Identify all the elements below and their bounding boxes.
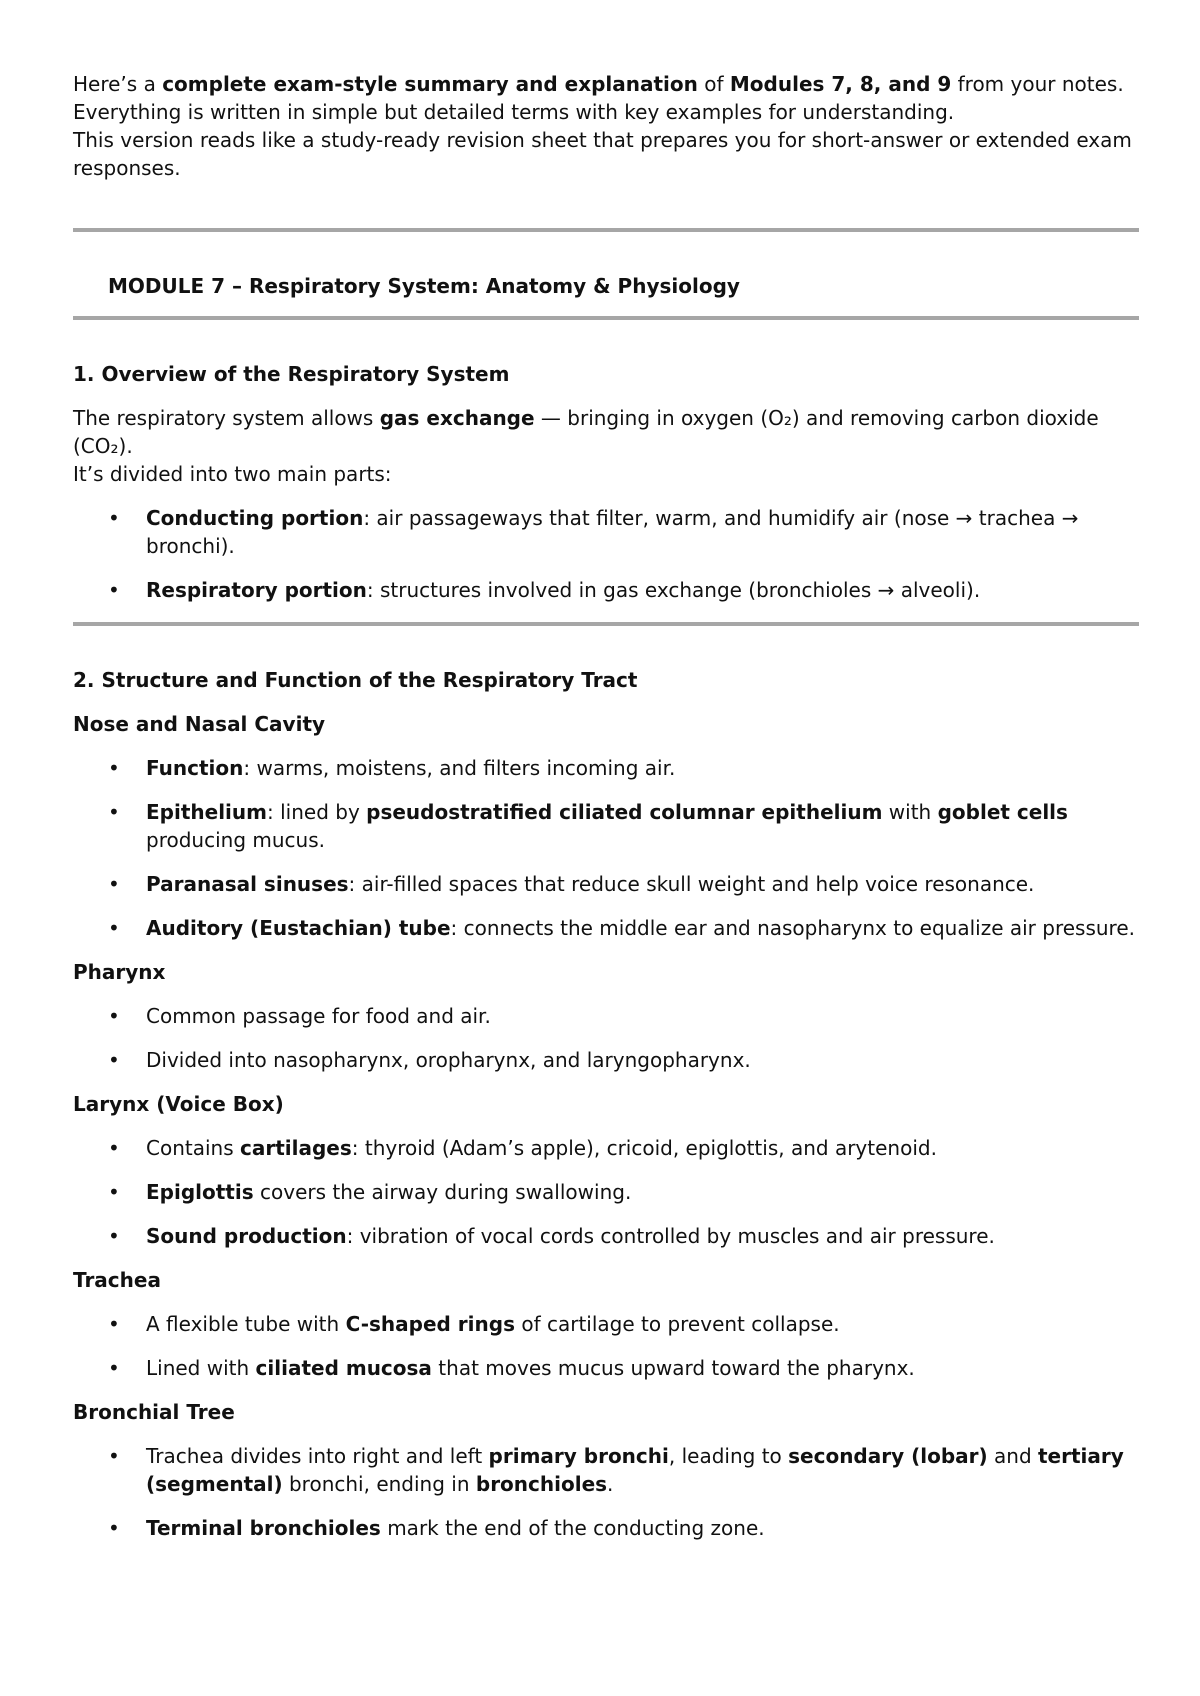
paragraph	[73, 404, 1139, 460]
bold-text: gas exchange	[379, 406, 535, 430]
text: : thyroid (Adam’s apple), cricoid, epiglottis, and arytenoid.	[351, 1136, 937, 1160]
text: covers the airway during swallowing.	[253, 1180, 632, 1204]
bullet-icon: •	[108, 1356, 120, 1380]
text: : structures involved in gas exchange (bronchioles → alveoli).	[366, 578, 981, 602]
text: that moves mucus upward toward the pharynx.	[431, 1356, 915, 1380]
bullet-icon: •	[108, 578, 120, 602]
text: : air passageways that filter, warm, and humidify air (nose → trachea → bronchi).	[146, 506, 1079, 558]
bullet-icon: •	[108, 1312, 120, 1336]
bullet-icon: •	[108, 756, 120, 780]
section-overview	[73, 360, 1139, 604]
subsection-heading: Trachea	[73, 1268, 161, 1292]
subsection-heading: Nose and Nasal Cavity	[73, 712, 326, 736]
bullet-icon: •	[108, 506, 120, 530]
bold-text: secondary (lobar)	[788, 1444, 988, 1468]
bullet-icon: •	[108, 872, 120, 896]
bullet-list	[73, 1442, 1139, 1542]
bullet-icon: •	[108, 1048, 120, 1072]
text: Common passage for food and air.	[146, 1004, 491, 1028]
text: with	[882, 800, 938, 824]
text: mark the end of the conducting zone.	[380, 1516, 765, 1540]
list-item	[73, 798, 1139, 854]
bullet-icon: •	[108, 1224, 120, 1248]
bold-text: pseudostratified ciliated columnar epithelium	[366, 800, 883, 824]
list-item	[73, 754, 1139, 782]
subsection-heading: Bronchial Tree	[73, 1400, 235, 1424]
list-item	[73, 914, 1139, 942]
list-item	[73, 1514, 1139, 1542]
list-item	[73, 1134, 1139, 1162]
bullet-icon: •	[108, 1180, 120, 1204]
intro-line: This version reads like a study-ready revision sheet that prepares you for short-answer or extended exam responses.	[73, 128, 1132, 180]
text: : lined by	[267, 800, 367, 824]
bold-text: bronchioles	[475, 1472, 608, 1496]
list-item	[73, 1354, 1139, 1382]
subsection-heading: Pharynx	[73, 960, 166, 984]
bullet-icon: •	[108, 1444, 120, 1468]
list-item	[73, 1046, 1139, 1074]
subsection-heading: Larynx (Voice Box)	[73, 1092, 284, 1116]
list-item	[73, 1310, 1139, 1338]
text: The respiratory system allows	[73, 406, 380, 430]
text: Here’s a	[73, 72, 163, 96]
bold-text: Function	[146, 756, 244, 780]
text: Contains	[146, 1136, 240, 1160]
bullet-icon: •	[108, 916, 120, 940]
bullet-icon: •	[108, 1516, 120, 1540]
section-heading: 1. Overview of the Respiratory System	[73, 362, 510, 386]
text: : warms, moistens, and filters incoming air.	[243, 756, 676, 780]
horizontal-rule	[73, 228, 1139, 232]
bold-text: Epithelium	[146, 800, 267, 824]
bold-text: Auditory (Eustachian) tube	[146, 916, 451, 940]
bold-text: Modules 7, 8, and 9	[729, 72, 952, 96]
bold-text: Respiratory portion	[146, 578, 367, 602]
horizontal-rule	[73, 316, 1139, 320]
text: bronchi, ending in	[282, 1472, 476, 1496]
horizontal-rule	[73, 622, 1139, 626]
text: of cartilage to prevent collapse.	[514, 1312, 840, 1336]
text: : vibration of vocal cords controlled by muscles and air pressure.	[346, 1224, 995, 1248]
list-item	[73, 576, 1139, 604]
list-item	[73, 1222, 1139, 1250]
bullet-icon: •	[108, 800, 120, 824]
module-title: MODULE 7 – Respiratory System: Anatomy & Physiology	[108, 274, 740, 298]
bold-text: C-shaped rings	[345, 1312, 515, 1336]
section-heading: 2. Structure and Function of the Respiratory Tract	[73, 668, 638, 692]
bullet-icon: •	[108, 1136, 120, 1160]
intro-section	[73, 70, 1139, 182]
text: , leading to	[668, 1444, 789, 1468]
intro-line: Everything is written in simple but detailed terms with key examples for understanding.	[73, 100, 955, 124]
text: of	[697, 72, 730, 96]
text: Trachea divides into right and left	[146, 1444, 489, 1468]
bold-text: complete exam-style summary and explanation	[162, 72, 698, 96]
bullet-icon: •	[108, 1004, 120, 1028]
bold-text: cartilages	[239, 1136, 352, 1160]
list-item	[73, 1442, 1139, 1498]
bullet-list	[73, 1134, 1139, 1250]
paragraph: It’s divided into two main parts:	[73, 462, 392, 486]
text: A flexible tube with	[146, 1312, 346, 1336]
bold-text: ciliated mucosa	[255, 1356, 432, 1380]
bold-text: primary bronchi	[488, 1444, 669, 1468]
bold-text: Conducting portion	[146, 506, 364, 530]
bullet-list	[73, 754, 1139, 942]
bold-text: goblet cells	[937, 800, 1068, 824]
bold-text: Paranasal sinuses	[146, 872, 349, 896]
text: Divided into nasopharynx, oropharynx, and laryngopharynx.	[146, 1048, 751, 1072]
text: : air-filled spaces that reduce skull weight and help voice resonance.	[348, 872, 1035, 896]
section-structure	[73, 666, 1139, 1542]
text: producing mucus.	[146, 828, 325, 852]
bullet-list	[73, 1310, 1139, 1382]
text: : connects the middle ear and nasopharynx to equalize air pressure.	[450, 916, 1136, 940]
bold-text: Epiglottis	[146, 1180, 254, 1204]
text: Lined with	[146, 1356, 256, 1380]
bold-text: Sound production	[146, 1224, 347, 1248]
list-item	[73, 1178, 1139, 1206]
text: .	[607, 1472, 614, 1496]
intro-line	[73, 70, 1139, 98]
list-item	[73, 870, 1139, 898]
text: and	[987, 1444, 1038, 1468]
text: — bringing in oxygen (O₂) and removing carbon dioxide (CO₂).	[73, 406, 1099, 458]
bold-text: tertiary (segmental)	[146, 1444, 1124, 1496]
list-item	[73, 504, 1139, 560]
text: from your notes.	[951, 72, 1124, 96]
bullet-list	[73, 1002, 1139, 1074]
bold-text: Terminal bronchioles	[146, 1516, 381, 1540]
list-item	[73, 1002, 1139, 1030]
bullet-list	[73, 504, 1139, 604]
